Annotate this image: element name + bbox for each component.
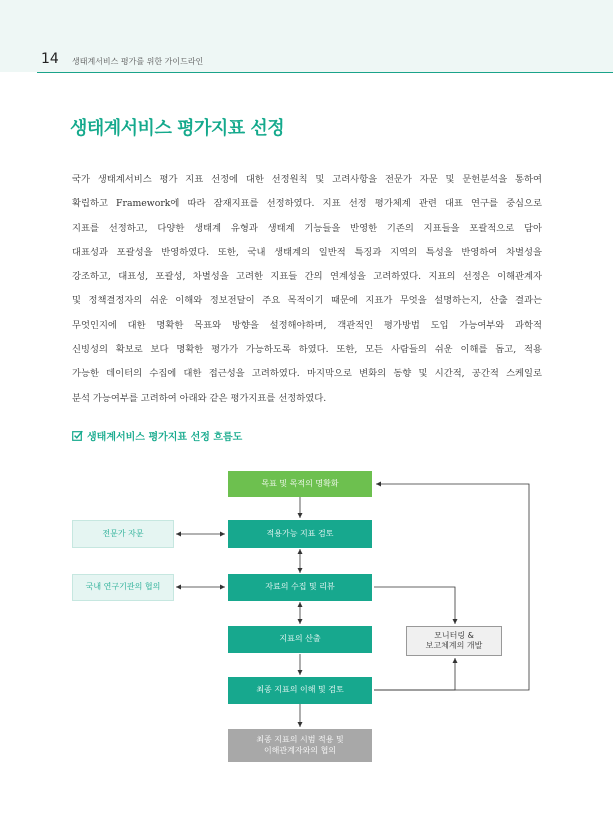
arrow-final-monitor (374, 658, 455, 690)
body-line: 국가 생태계서비스 평가 지표 선정에 대한 선정원칙 및 고려사항을 전문가 자문 및 문헌분석을 통하여 (72, 174, 542, 185)
step-pilot-label (256, 735, 343, 756)
body-line: 강조하고, 대표성, 포괄성, 차별성을 고려한 지표들 간의 연계성을 고려하였다. 지표의 선정은 이해관계자 (72, 271, 542, 283)
body-line: 지표를 선정하고, 다양한 생태계 유형과 생태계 기능들을 반영한 기존의 지표들을 포괄적으로 담아 (72, 222, 542, 234)
arrow-collect-monitor (374, 587, 455, 624)
body-line: 가능한 데이터의 수집에 대한 접근성을 고려하였다. 마지막으로 변화의 동향 및 시간적, 공간적 스케일로 (72, 368, 542, 380)
body-line: 무엇인지에 대한 명확한 목표와 방향을 설정해야하며, 객관적인 평가방법 도입 가능여부와 과학적 (72, 319, 542, 331)
monitor-label (426, 631, 483, 652)
step-pilot-box (228, 729, 372, 762)
step-pilot-line: 이해관계자와의 협의 (263, 745, 337, 755)
step-final-label: 최종 지표의 이해 및 검토 (256, 685, 344, 695)
figure-title: 생태계서비스 평가지표 선정 흐름도 (87, 431, 243, 443)
page-number: 14 (41, 51, 59, 67)
body-line: 및 정책결정자의 쉬운 이해와 정보전달이 주요 목적이기 때문에 지표가 무엇을 설명하는지, 산출 결과는 (72, 295, 542, 307)
body-line: 대표성과 포괄성을 반영하였다. 또한, 국내 생태계의 일반적 특징과 지역의 특성을 반영하여 차별성을 (72, 246, 542, 258)
domestic-label: 국내 연구기관의 협의 (85, 582, 161, 592)
body-line: 신빙성의 확보로 보다 명확한 평가가 가능하도록 하였다. 또한, 모든 사람들의 쉬운 이해를 돕고, 적용 (72, 344, 542, 356)
step-goal-box (228, 471, 372, 497)
step-collect-label: 자료의 수집 및 리뷰 (265, 582, 335, 592)
step-review-label: 적용가능 지표 검토 (266, 528, 334, 538)
body-line: 분석 가능여부를 고려하여 아래와 같은 평가지표를 선정하였다. (72, 392, 327, 404)
monitor-line: 모니터링 & (434, 630, 474, 640)
expert-label: 전문가 자문 (102, 528, 144, 538)
domestic-box (72, 574, 174, 601)
step-pilot-line: 최종 지표의 시범 적용 및 (256, 735, 344, 745)
step-calc-box (228, 626, 372, 653)
monitor-line: 보고체계의 개발 (425, 641, 483, 650)
step-review-box (228, 520, 372, 548)
step-collect-box (228, 574, 372, 601)
section-title: 생태계서비스 평가지표 선정 (70, 118, 285, 139)
monitor-box (406, 626, 502, 656)
step-calc-label: 지표의 산출 (279, 634, 321, 644)
running-title: 생태계서비스 평가를 위한 가이드라인 (72, 57, 204, 66)
expert-box (72, 520, 174, 548)
step-goal-label: 목표 및 목적의 명확화 (261, 478, 339, 488)
step-final-box (228, 677, 372, 704)
body-line: 확립하고 Framework에 따라 잠재지표를 선정하였다. 지표 선정 평가체계 관련 대표 연구를 중심으로 (72, 198, 542, 210)
